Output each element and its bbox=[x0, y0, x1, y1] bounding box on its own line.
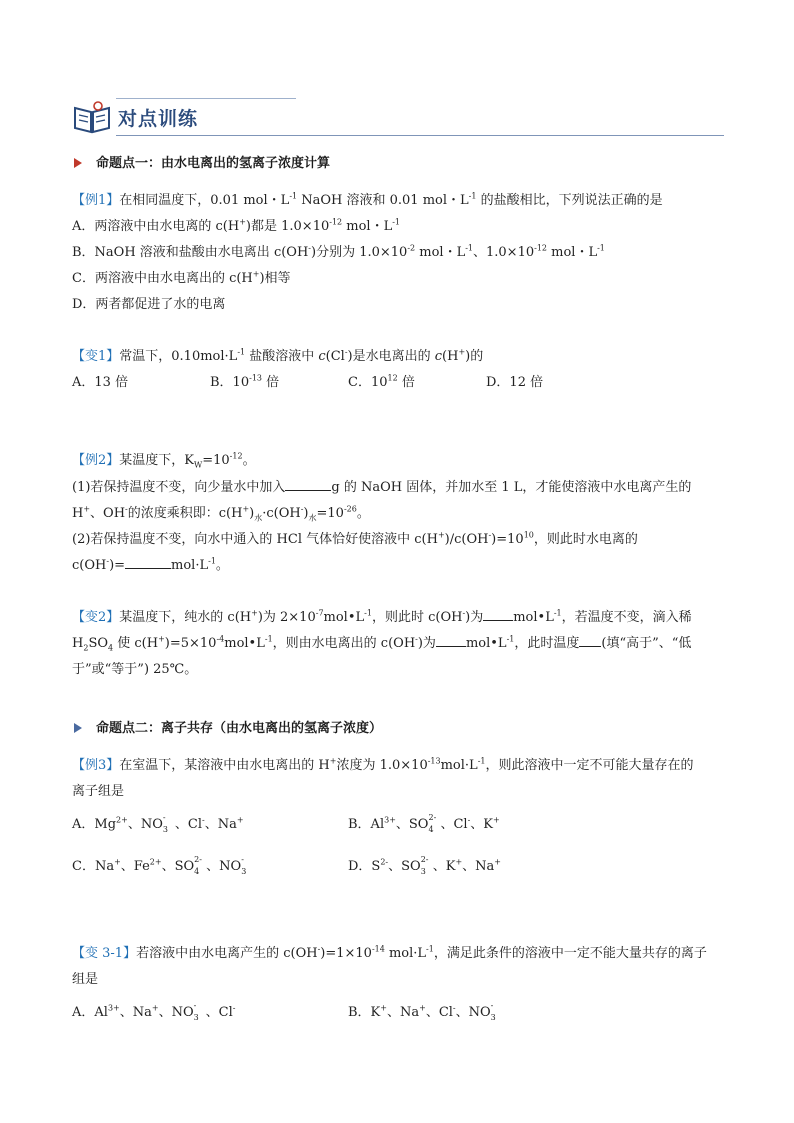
variant-1-option-d: D．12 倍 bbox=[486, 375, 544, 390]
variant-3-1-tag: 【变 3-1】 bbox=[72, 946, 137, 961]
example-2-q2-line1: (2)若保持温度不变，向水中通入的 HCl 气体恰好使溶液中 $c(H^+)/c(OH^-)=10^{10}$，则此时水电离的 bbox=[72, 530, 638, 547]
section-header bbox=[72, 98, 724, 136]
variant-2-line2: $H_2SO_4$ 使 $c(H^+)=5\times 10^{-4}mol•L^{-1}$，则由水电离出的 c(OH-)为 $mol•L^{-1}$，此时温度 (填“高于”、“低 bbox=[72, 634, 692, 653]
section-2-heading bbox=[74, 717, 382, 736]
example-1-tag: 【例1】 bbox=[72, 193, 120, 208]
example-1-option-a: A．两溶液中由水电离的 c(H+)都是 $1.0\times 10^{-12}$ mol・$L^{-1}$ bbox=[72, 217, 401, 234]
example-2-tag: 【例2】 bbox=[72, 453, 120, 468]
example-3-option-c: C．Na+、$Fe^{2+}$、SO 2- 4 、NO - 3 bbox=[72, 854, 247, 876]
variant-3-1-line1: 【变 3-1】若溶液中由水电离产生的 $c(OH^-)=1\times 10^{-14}$ $mol\cdot L^{-1}$，满足此条件的溶液中一定不能大量共存的离子 bbox=[72, 944, 707, 961]
variant-1-option-b: B．$10^{-13}$ 倍 bbox=[210, 373, 280, 390]
variant-1-option-c: C．$10^{12}$ 倍 bbox=[348, 373, 415, 390]
example-2-q1-line1: (1)若保持温度不变，向少量水中加入 g 的 NaOH 固体，并加水至 1 L，才能使溶液中水电离产生的 bbox=[72, 480, 692, 495]
example-3-option-a: A．$Mg^{2+}$、NO - 3 、Cl-、Na+ bbox=[72, 812, 244, 834]
variant-2-tag: 【变2】 bbox=[72, 610, 120, 625]
bullet-icon bbox=[74, 723, 82, 733]
section-1-title: 命题点一：由水电离出的氢离子浓度计算 bbox=[96, 156, 331, 171]
answer-blank[interactable] bbox=[436, 634, 466, 647]
variant-2-line3: 于”或“等于”) 25℃。 bbox=[72, 662, 198, 677]
variant-1-tag: 【变1】 bbox=[72, 349, 120, 364]
variant-1-option-a: A．13 倍 bbox=[72, 375, 129, 390]
variant-3-1-option-b: B．K+、Na+、Cl-、NO - 3 bbox=[348, 1000, 496, 1022]
example-3-option-b: B．$Al^{3+}$、SO 2- 4 、Cl-、K+ bbox=[348, 812, 500, 834]
section-2-title: 命题点二：离子共存（由水电离出的氢离子浓度） bbox=[96, 721, 383, 736]
example-2-q2-line2: $c(OH^-)= mol\cdot L^{-1}$。 bbox=[72, 556, 229, 573]
answer-blank[interactable] bbox=[483, 608, 513, 621]
example-3-line1: 【例3】在室温下，某溶液中由水电离出的 H+浓度为 $1.0\times 10^{-13}mol\cdot L^{-1}$，则此溶液中一定不可能大量存在的 bbox=[72, 756, 694, 773]
example-2-stem: 【例2】某温度下，$K_W=10^{-12}$。 bbox=[72, 451, 256, 470]
bullet-icon bbox=[74, 158, 82, 168]
answer-blank[interactable] bbox=[125, 556, 171, 569]
variant-1-stem: 【变1】常温下，$0.10mol\cdot L^{-1}$ 盐酸溶液中 c(Cl-)是水电离出的 c(H+)的 bbox=[72, 347, 484, 364]
answer-blank[interactable] bbox=[579, 634, 601, 647]
example-3-tag: 【例3】 bbox=[72, 758, 120, 773]
open-book-icon bbox=[72, 100, 112, 134]
example-1-stem: 【例1】在相同温度下，0.01 mol・$L^{-1}$ NaOH 溶液和 0.01 mol・$L^{-1}$ 的盐酸相比，下列说法正确的是 bbox=[72, 191, 663, 208]
variant-3-1-option-a: A．$Al^{3+}$、Na+、NO - 3 、Cl- bbox=[72, 1000, 236, 1022]
example-1-option-d: D．两者都促进了水的电离 bbox=[72, 297, 226, 312]
example-1-option-c: C．两溶液中由水电离出的 c(H+)相等 bbox=[72, 269, 291, 286]
example-3-line2: 离子组是 bbox=[72, 784, 125, 799]
variant-3-1-line2: 组是 bbox=[72, 972, 99, 987]
header-divider bbox=[116, 135, 724, 136]
page-title: 对点训练 bbox=[118, 108, 199, 130]
example-2-q1-line2: H+、OH-的浓度乘积即：$c(H^+)_水\cdot c(OH^-)_水=10^{-26}$。 bbox=[72, 504, 370, 523]
answer-blank[interactable] bbox=[285, 478, 331, 491]
section-1-heading bbox=[74, 152, 330, 171]
variant-2-line1: 【变2】某温度下，纯水的 c(H+)为 $2\times 10^{-7}mol•L^{-1}$，则此时 c(OH-)为 $mol•L^{-1}$，若温度不变，滴入稀 bbox=[72, 608, 692, 625]
example-3-option-d: D．$S^{2-}$、SO 2- 3 、K+、Na+ bbox=[348, 854, 501, 876]
example-1-option-b: B．NaOH 溶液和盐酸由水电离出 c(OH-)分别为 $1.0\times 10^{-2}$ mol・$L^{-1}$、$1.0\times 10^{-12}$ mol・$L^{-1}$ bbox=[72, 243, 605, 260]
